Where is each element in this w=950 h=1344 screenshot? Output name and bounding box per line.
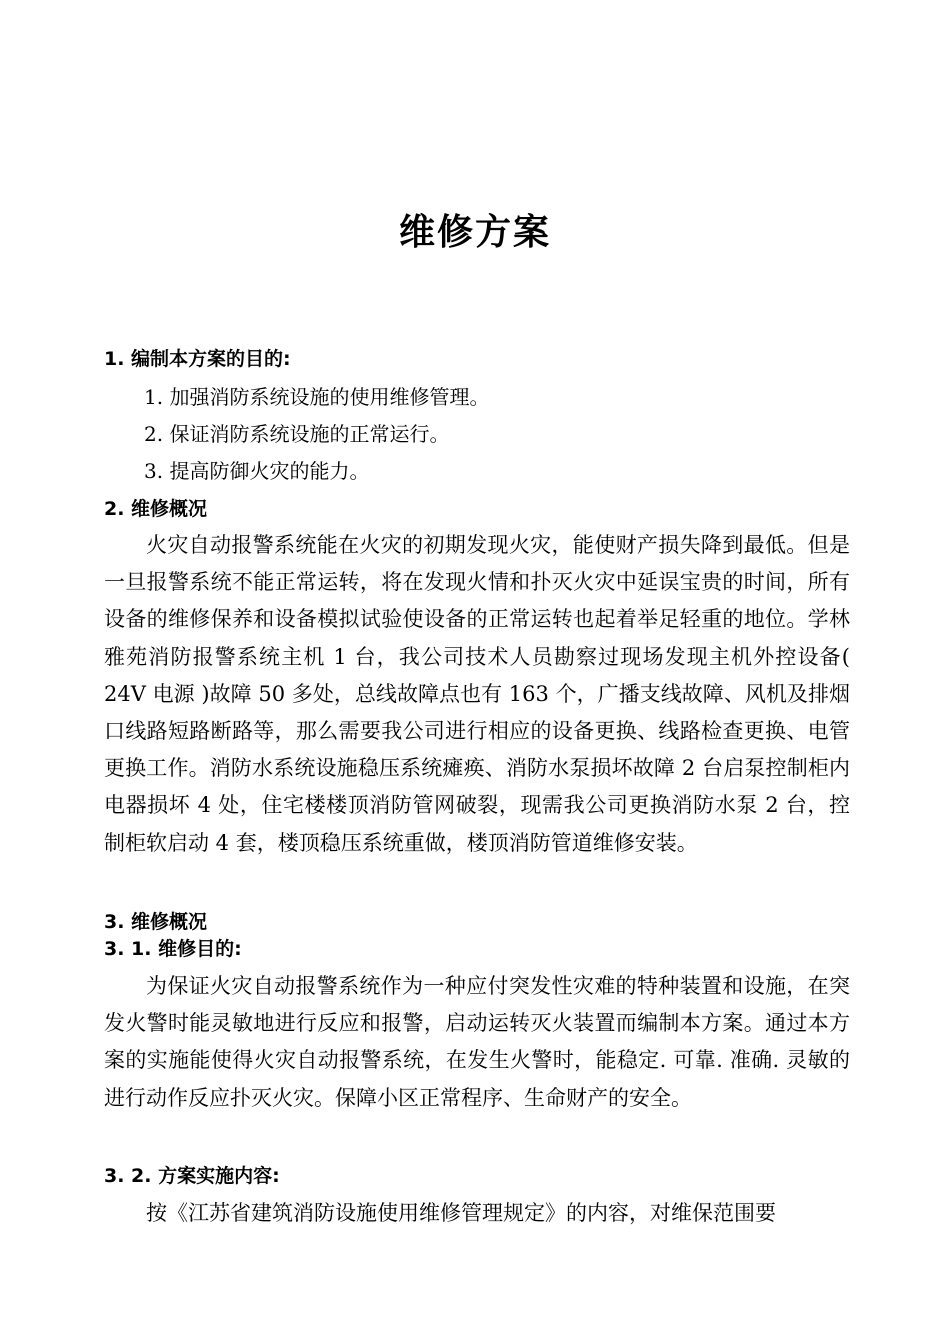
section-3-1-paragraph: 为保证火灾自动报警系统作为一种应付突发性灾难的特种装置和设施，在突发火警时能灵敏地进行反应和报警，启动运转灭火装置而编制本方案。通过本方案的实施能使得火灾自动报警系统，在发生火警时，能稳定. 可靠. 准确. 灵敏的进行动作反应扑灭火灾。保障小区正常程序、生命财产的安全。 bbox=[104, 974, 850, 1110]
section-3-heading: 3. 维修概况 bbox=[104, 911, 208, 933]
section-1-item-1: 1. 加强消防系统设施的使用维修管理。 bbox=[144, 385, 490, 409]
section-2-paragraph: 火灾自动报警系统能在火灾的初期发现火灾，能使财产损失降到最低。但是一旦报警系统不能正常运转，将在发现火情和扑灭火灾中延误宝贵的时间，所有设备的维修保养和设备模拟试验使设备的正常运转也起着举足轻重的地位。学林雅苑消防报警系统主机 1 台，我公司技术人员勘察过现场发现主机外控设备( 24V 电源 )故障 50 多处，总线故障点也有 163 个，广播支线故障、风机及排烟口线路短路断路等，那么需要我公司进行相应的设备更换、线路检查更换、电管更换工作。消防水系统设施稳压系统瘫痪、消防水泵损坏故障 2 台启泵控制柜内电器损坏 4 处，住宅楼楼顶消防管网破裂，现需我公司更换消防水泵 2 台，控制柜软启动 4 套，楼顶稳压系统重做，楼顶消防管道维修安装。 bbox=[104, 533, 850, 855]
section-3-2-paragraph: 按《江苏省建筑消防设施使用维修管理规定》的内容，对维保范围要 bbox=[146, 1201, 776, 1225]
section-3-2-heading: 3. 2. 方案实施内容: bbox=[104, 1165, 280, 1187]
section-1-item-2: 2. 保证消防系统设施的正常运行。 bbox=[144, 422, 450, 446]
section-3-1-heading: 3. 1. 维修目的: bbox=[104, 938, 242, 960]
document-title: 维修方案 bbox=[398, 212, 551, 253]
section-2-heading: 2. 维修概况 bbox=[104, 498, 208, 520]
section-1-heading: 1. 编制本方案的目的: bbox=[104, 348, 291, 370]
section-1-item-3: 3. 提高防御火灾的能力。 bbox=[144, 459, 370, 483]
